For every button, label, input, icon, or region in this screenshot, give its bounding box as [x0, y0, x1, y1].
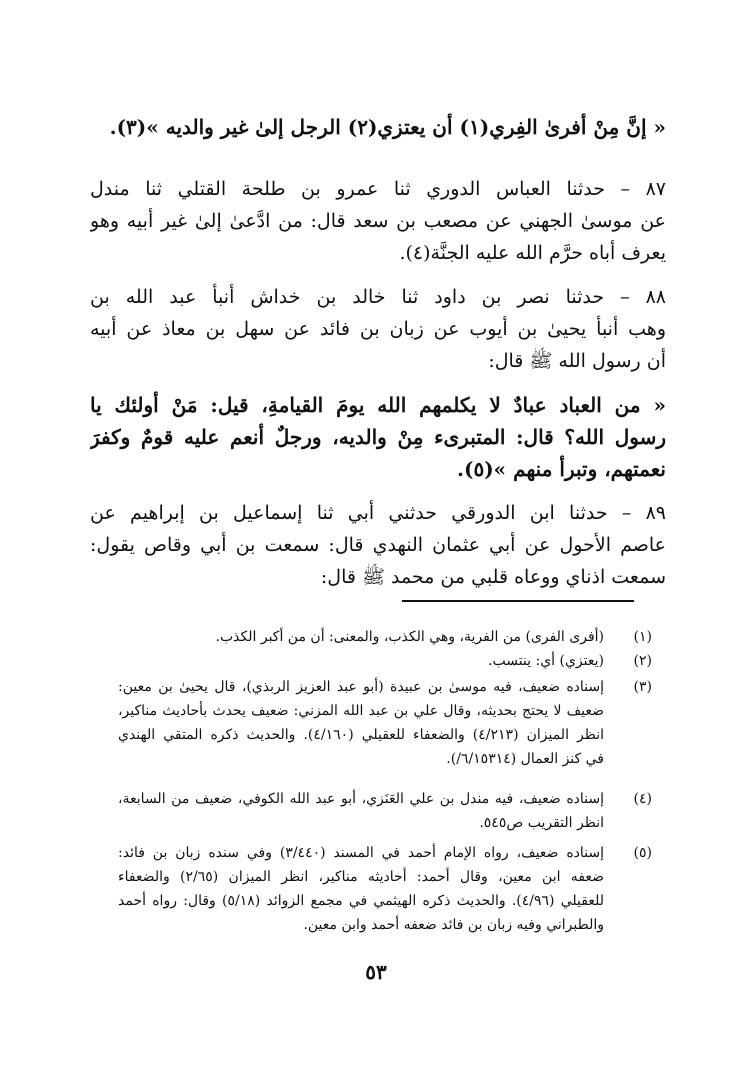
footnote-line: والطبراني وفيه زبان بن فائد ضعفه أحمد وابن معين. — [303, 917, 604, 933]
footnote-number: (٢) — [633, 653, 652, 669]
footnote-line: إسناده ضعيف، فيه موسىٰ بن عبيدة (أبو عبد العزيز الربذي)، قال يحيىٰ بن معين: — [118, 679, 604, 695]
hadith-87-line: عن موسىٰ الجهني عن مصعب بن سعد قال: من ادَّعىٰ إلىٰ غير أبيه وهو — [90, 210, 666, 232]
hadith-88-line: ٨٨ – حدثنا نصر بن داود ثنا خالد بن خداش أنبأ عبد الله بن — [90, 286, 666, 308]
footnote-number: (٤) — [633, 791, 652, 807]
footnote-line: انظر الميزان (٤/٢١٣) والضعفاء للعقيلي (٤/١٦٠). والحديث ذكره المتقي الهندي — [118, 727, 604, 743]
footnote-line: في كنز العمال (٦/١٥٣١٤/). — [446, 751, 604, 767]
footnote-line: انظر التقريب ص٥٤٥. — [479, 815, 604, 831]
hadith-87-line: يعرف أباه حرَّم الله عليه الجنَّة(٤). — [399, 242, 666, 264]
footnote-line: إسناده ضعيف، فيه مندل بن علي العَنَزي، أبو عبد الله الكوفي، ضعيف من السابعة، — [118, 791, 604, 807]
hadith-89-line: سمعت اذناي ووعاه قلبي من محمد ﷺ قال: — [320, 566, 666, 588]
hadith-quote-line: « من العباد عبادٌ لا يكلمهم الله يومَ القيامةِ، قيل: مَنْ أولئك يا — [90, 393, 666, 417]
hadith-87-line: ٨٧ – حدثنا العباس الدوري ثنا عمرو بن طلحة القتلي ثنا مندل — [90, 178, 666, 200]
hadith-88-line: أن رسول الله ﷺ قال: — [488, 350, 666, 372]
footnote-number: (٣) — [633, 679, 652, 695]
hadith-89-line: عاصم الأحول عن أبي عثمان النهدي قال: سمعت بن أبي وقاص يقول: — [90, 534, 666, 556]
footnote-line: ضعيف لا يحتج بحديثه، وقال علي بن عبد الله المزني: ضعيف يحدث بأحاديث مناكير، — [118, 703, 604, 719]
hadith-quote-line: نعمتهم، وتبرأ منهم »(٥). — [457, 457, 666, 481]
footnote-line: ضعفه ابن معين، وقال أحمد: أحاديثه مناكير، انظر الميزان (٢/٦٥) والضعفاء — [118, 869, 604, 885]
footnote-line: (أفرى الفرى) من الفرية، وهي الكذب، والمعنى: أن من أكبر الكذب. — [215, 629, 604, 645]
hadith-quote-line: رسول الله؟ قال: المتبرىء مِنْ والديه، ورجلٌ أنعم عليه قومٌ وكفرَ — [90, 425, 666, 449]
footnote-number: (٥) — [633, 845, 652, 861]
footnote-line: (يعتزي) أي: ينتسب. — [488, 653, 604, 669]
footnote-separator — [402, 600, 634, 602]
footnote-line: للعقيلي (٤/٩٦). والحديث ذكره الهيثمي في مجمع الزوائد (٥/١٨) وقال: رواه أحمد — [118, 893, 604, 909]
footnote-number: (١) — [633, 629, 652, 645]
hadith-quote-line: « إنَّ مِنْ أفرىٰ الفِري(١) أن يعتزي(٢) الرجل إلىٰ غير والديه »(٣). — [109, 115, 666, 139]
hadith-89-line: ٨٩ – حدثنا ابن الدورقي حدثني أبي ثنا إسماعيل بن إبراهيم عن — [90, 502, 666, 524]
page-number: ٥٣ — [365, 960, 387, 984]
footnote-line: إسناده ضعيف، رواه الإمام أحمد في المسند (٣/٤٤٠) وفي سنده زبان بن فائد: — [118, 845, 604, 861]
hadith-88-line: وهب أنبأ يحيىٰ بن أيوب عن زبان بن فائد عن سهل بن معاذ عن أبيه — [90, 318, 666, 340]
